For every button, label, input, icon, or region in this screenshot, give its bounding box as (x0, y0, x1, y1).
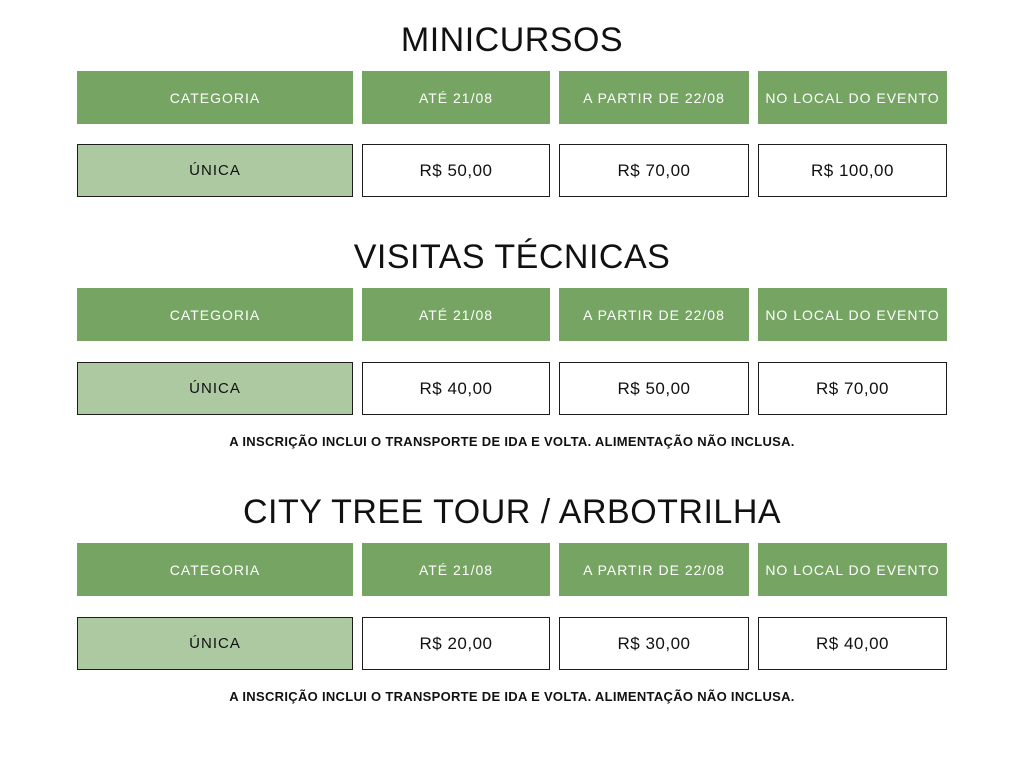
category-cell: ÚNICA (77, 144, 353, 197)
header-no-local: NO LOCAL DO EVENTO (758, 71, 947, 124)
transport-note: A INSCRIÇÃO INCLUI O TRANSPORTE DE IDA E VOLTA. ALIMENTAÇÃO NÃO INCLUSA. (229, 434, 795, 449)
header-ate: ATÉ 21/08 (362, 288, 550, 341)
price-cell-no-local: R$ 70,00 (758, 362, 947, 415)
section-title: VISITAS TÉCNICAS (353, 238, 671, 276)
price-cell-ate: R$ 50,00 (362, 144, 550, 197)
category-cell: ÚNICA (77, 617, 353, 670)
header-a-partir: A PARTIR DE 22/08 (559, 71, 749, 124)
header-a-partir: A PARTIR DE 22/08 (559, 288, 749, 341)
header-a-partir: A PARTIR DE 22/08 (559, 543, 749, 596)
price-row (0, 362, 1024, 415)
price-cell-a-partir: R$ 30,00 (559, 617, 749, 670)
header-no-local: NO LOCAL DO EVENTO (758, 543, 947, 596)
header-categoria: CATEGORIA (77, 543, 353, 596)
price-row (0, 617, 1024, 670)
price-cell-ate: R$ 40,00 (362, 362, 550, 415)
header-categoria: CATEGORIA (77, 71, 353, 124)
section-title: CITY TREE TOUR / ARBOTRILHA (242, 493, 782, 531)
header-row (0, 71, 1024, 124)
header-ate: ATÉ 21/08 (362, 71, 550, 124)
transport-note: A INSCRIÇÃO INCLUI O TRANSPORTE DE IDA E VOLTA. ALIMENTAÇÃO NÃO INCLUSA. (229, 689, 795, 704)
header-no-local: NO LOCAL DO EVENTO (758, 288, 947, 341)
price-cell-ate: R$ 20,00 (362, 617, 550, 670)
section-title: MINICURSOS (400, 21, 624, 59)
price-row (0, 144, 1024, 197)
price-cell-no-local: R$ 100,00 (758, 144, 947, 197)
price-cell-a-partir: R$ 70,00 (559, 144, 749, 197)
header-row (0, 288, 1024, 341)
header-ate: ATÉ 21/08 (362, 543, 550, 596)
price-cell-a-partir: R$ 50,00 (559, 362, 749, 415)
category-cell: ÚNICA (77, 362, 353, 415)
header-row (0, 543, 1024, 596)
price-cell-no-local: R$ 40,00 (758, 617, 947, 670)
header-categoria: CATEGORIA (77, 288, 353, 341)
